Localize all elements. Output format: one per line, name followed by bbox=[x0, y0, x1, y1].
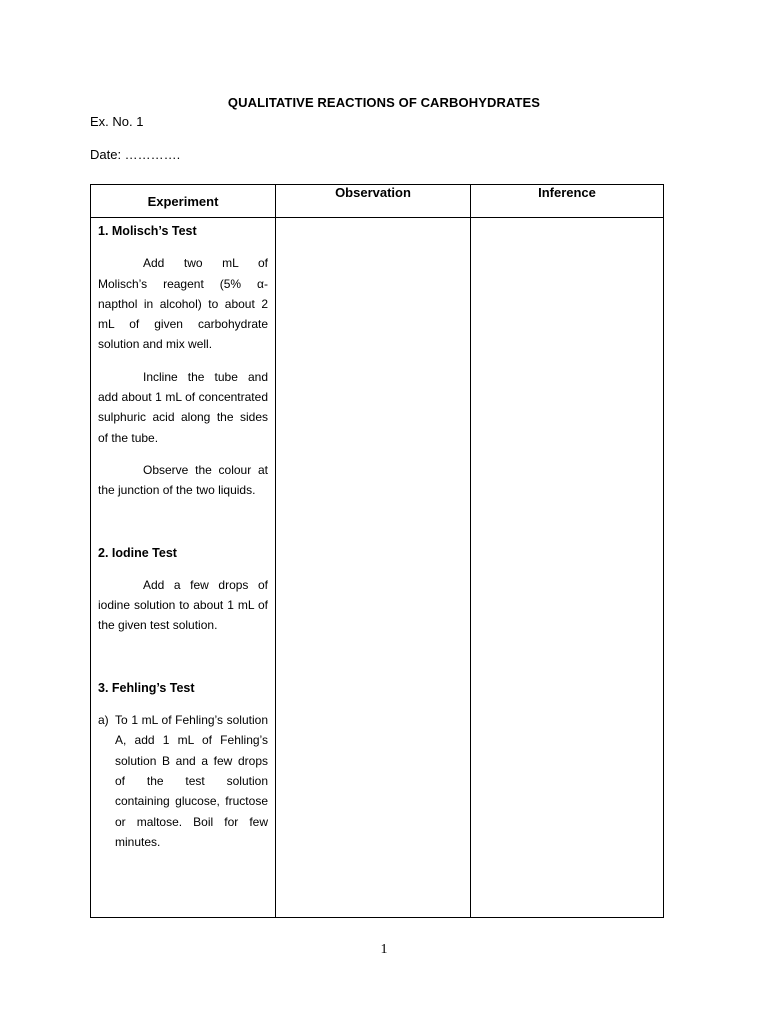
fehling-step-a-text: To 1 mL of Fehling’s solution A, add 1 mL of Fehling’s solution B and a few drops of the test solution containing glucose, fructose or maltose. Boil for few minutes. bbox=[115, 713, 268, 849]
table-row bbox=[91, 218, 664, 918]
fehling-step-a bbox=[98, 710, 268, 852]
molisch-step-3: Observe the colour at the junction of the two liquids. bbox=[98, 462, 268, 498]
iodine-test-title: 2. Iodine Test bbox=[98, 545, 177, 560]
table-header-row bbox=[91, 185, 664, 218]
document-title: QUALITATIVE REACTIONS OF CARBOHYDRATES bbox=[227, 95, 541, 110]
experiment-cell bbox=[91, 218, 276, 918]
molisch-step-1: Add two mL of Molisch’s reagent (5% α-napthol in alcohol) to about 2 mL of given carbohydrate solution and mix well. bbox=[98, 256, 268, 352]
inference-header: Inference bbox=[471, 185, 664, 218]
fehling-step-a-label: a) bbox=[98, 713, 109, 728]
exercise-number: Ex. No. 1 bbox=[90, 114, 144, 129]
observation-cell bbox=[276, 218, 471, 918]
inference-cell bbox=[471, 218, 664, 918]
date-line: Date: …………. bbox=[90, 147, 181, 162]
experiment-table bbox=[90, 184, 664, 918]
observation-header: Observation bbox=[276, 185, 471, 218]
molisch-step-2: Incline the tube and add about 1 mL of concentrated sulphuric acid along the sides of the tube. bbox=[98, 369, 268, 445]
page-number: 1 bbox=[380, 942, 388, 957]
fehling-test-title: 3. Fehling’s Test bbox=[98, 680, 195, 695]
iodine-step-1: Add a few drops of iodine solution to about 1 mL of the given test solution. bbox=[98, 577, 268, 633]
molisch-test-title: 1. Molisch’s Test bbox=[98, 224, 197, 238]
experiment-header: Experiment bbox=[91, 185, 276, 218]
